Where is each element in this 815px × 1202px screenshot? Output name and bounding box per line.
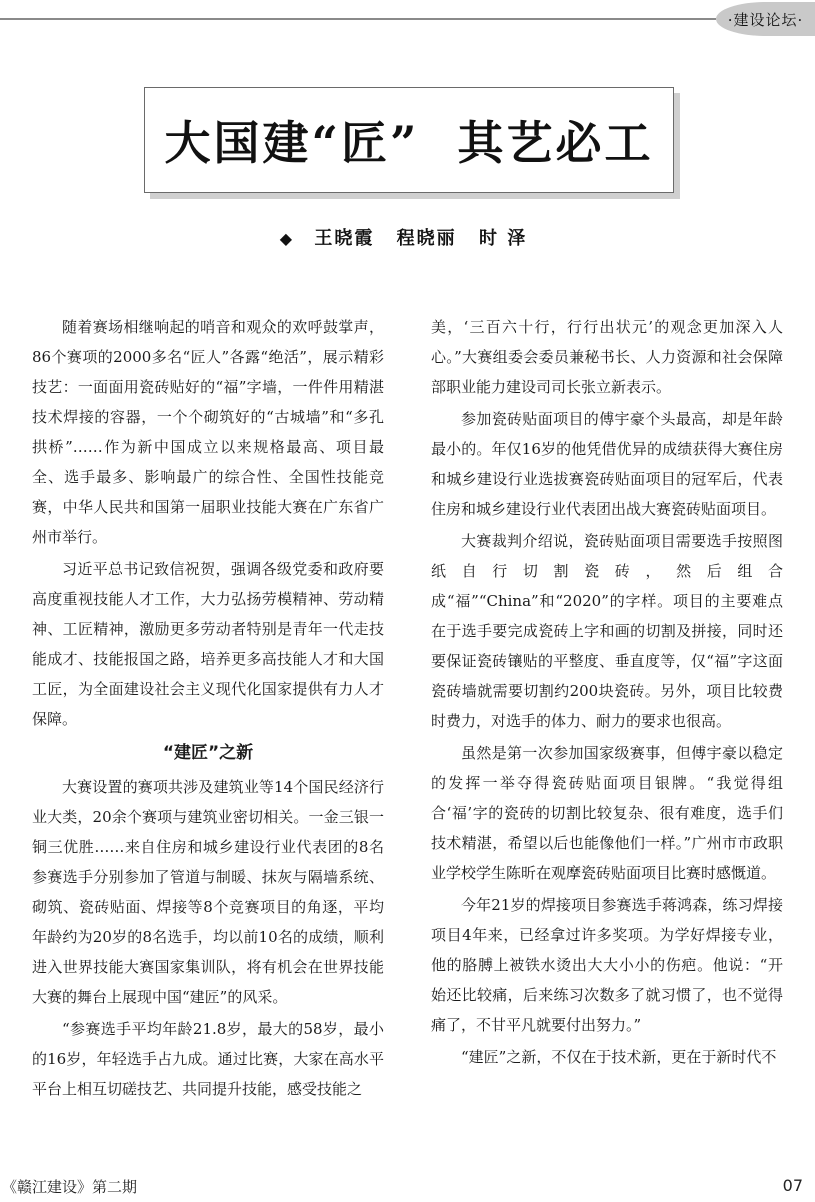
body-paragraph: “参赛选手平均年龄21.8岁，最大的58岁，最小的16岁，年轻选手占九成。通过比赛，大家在高水平平台上相互切磋技艺、共同提升技能，感受技能之 <box>32 1020 384 1098</box>
header-rule <box>0 18 716 20</box>
author-name: 时 泽 <box>478 228 528 249</box>
article-title: 大国建“匠” 其艺必工 <box>164 116 654 170</box>
author-name: 王晓霞 <box>314 228 375 249</box>
article-column-left <box>32 312 384 1172</box>
journal-name: 《赣江建设》第二期 <box>2 1178 138 1196</box>
author-name: 程晓丽 <box>396 228 457 249</box>
section-heading: “建匠”之新 <box>162 743 254 763</box>
body-paragraph-continuation: 美，‘三百六十行，行行出状元’的观念更加深入人心。”大赛组委会委员兼秘书长、人力资源和社会保障部职业能力建设司司长张立新表示。 <box>431 318 783 396</box>
page-number: 07 <box>782 1176 803 1195</box>
body-paragraph: 今年21岁的焊接项目参赛选手蒋鸿森，练习焊接项目4年来，已经拿过许多奖项。为学好焊接专业，他的胳膊上被铁水烫出大大小小的伤疤。他说：“开始还比较痛，后来练习次数多了就习惯了，也不觉得痛了，不甘平凡就要付出努力。” <box>431 896 783 1034</box>
column-tag-badge <box>716 2 815 36</box>
body-paragraph: “建匠”之新，不仅在于技术新，更在于新时代不 <box>461 1048 777 1066</box>
diamond-icon: ◆ <box>279 229 293 248</box>
byline <box>0 224 815 250</box>
body-paragraph: 随着赛场相继响起的哨音和观众的欢呼鼓掌声，86个赛项的2000多名“匠人”各露“绝活”，展示精彩技艺：一面面用瓷砖贴好的“福”字墙，一件件用精湛技术焊接的容器，一个个砌筑好的“古城墙”和“多孔拱桥”……作为新中国成立以来规格最高、项目最全、选手最多、影响最广的综合性、全国性技能竞赛，中华人民共和国第一届职业技能大赛在广东省广州市举行。 <box>32 318 384 546</box>
article-column-right <box>431 312 783 1172</box>
title-box <box>144 87 674 193</box>
body-paragraph: 习近平总书记致信祝贺，强调各级党委和政府要高度重视技能人才工作，大力弘扬劳模精神、劳动精神、工匠精神，激励更多劳动者特别是青年一代走技能成才、技能报国之路，培养更多高技能人才和大国工匠，为全面建设社会主义现代化国家提供有力人才保障。 <box>32 560 384 728</box>
body-paragraph: 参加瓷砖贴面项目的傅宇豪个头最高，却是年龄最小的。年仅16岁的他凭借优异的成绩获得大赛住房和城乡建设行业选拔赛瓷砖贴面项目的冠军后，代表住房和城乡建设行业代表团出战大赛瓷砖贴面项目。 <box>431 410 783 518</box>
column-tag-label: ·建设论坛· <box>727 10 804 29</box>
body-paragraph: 大赛裁判介绍说，瓷砖贴面项目需要选手按照图纸自行切割瓷砖，然后组合成“福”“China”和“2020”的字样。项目的主要难点在于选手要完成瓷砖上字和画的切割及拼接，同时还要保证瓷砖镶贴的平整度、垂直度等，仅“福”字这面瓷砖墙就需要切割约200块瓷砖。另外，项目比较费时费力，对选手的体力、耐力的要求也很高。 <box>431 532 783 730</box>
body-paragraph: 虽然是第一次参加国家级赛事，但傅宇豪以稳定的发挥一举夺得瓷砖贴面项目银牌。“我觉得组合‘福’字的瓷砖的切割比较复杂、很有难度，选手们技术精湛，希望以后也能像他们一样。”广州市市政职业学校学生陈昕在观摩瓷砖贴面项目比赛时感慨道。 <box>431 744 783 882</box>
body-paragraph: 大赛设置的赛项共涉及建筑业等14个国民经济行业大类，20余个赛项与建筑业密切相关。一金三银一铜三优胜……来自住房和城乡建设行业代表团的8名参赛选手分别参加了管道与制暖、抹灰与隔墙系统、砌筑、瓷砖贴面、焊接等8个竞赛项目的角逐，平均年龄约为20岁的8名选手，均以前10名的成绩，顺利进入世界技能大赛国家集训队，将有机会在世界技能大赛的舞台上展现中国“建匠”的风采。 <box>32 778 384 1006</box>
